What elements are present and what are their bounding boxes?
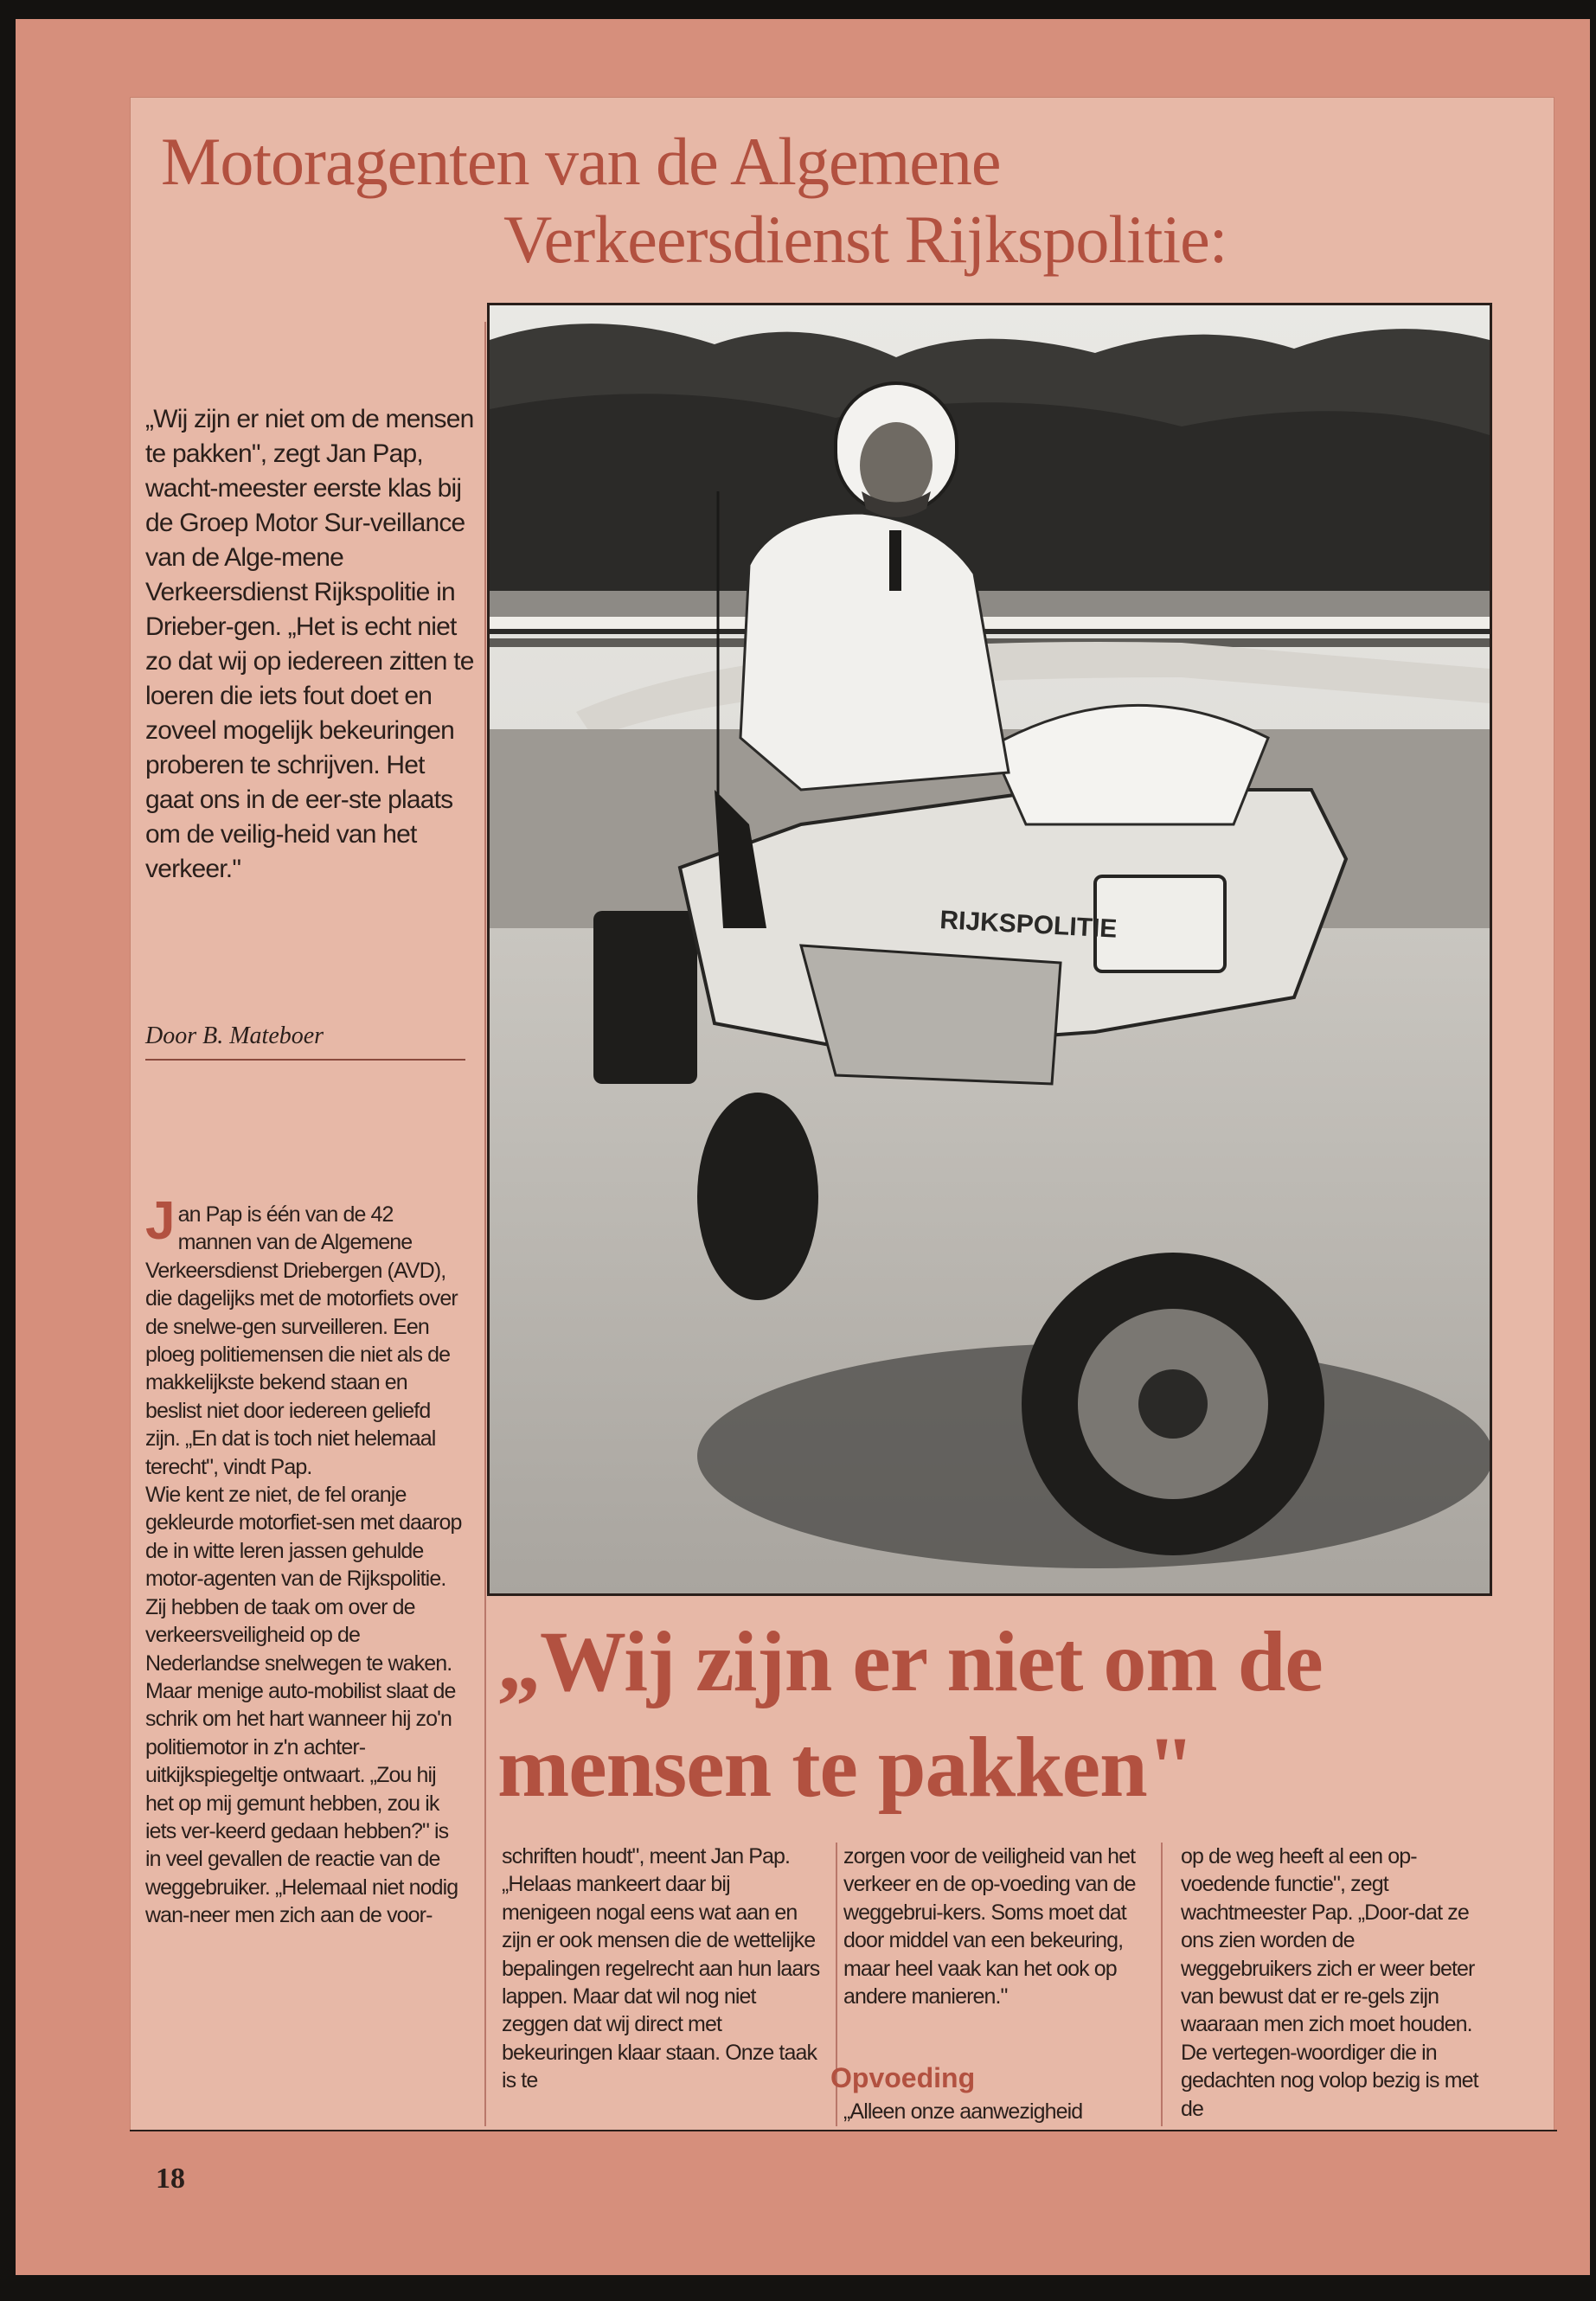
headline-line-1: Motoragenten van de Algemene [161, 124, 1001, 199]
column-3-paragraph-2: „Alleen onze aanwezigheid [843, 2099, 1083, 2124]
column-divider [484, 322, 486, 2126]
column-3-paragraph-1: zorgen voor de veiligheid van het verkeer en de op-voeding van de weggebrui-kers. Soms moet dat door middel van een bekeuring, maar heel vaak kan het ook op andere manieren." [843, 1844, 1136, 2009]
column-3 [843, 1843, 1151, 2010]
subheading-opvoeding: Opvoeding [830, 2062, 976, 2093]
pull-quote: „Wij zijn er niet om de mensen te pakken" [497, 1613, 1323, 1815]
column-1-paragraph-1: an Pap is één van de 42 mannen van de Algemene Verkeersdienst Driebergen (AVD), die dagelijks met de motorfiets over de snelwe-gen surveilleren. Een ploeg politiemensen die niet als de makkelijkste bekend staan en beslist niet door iedereen geliefd zijn. „En dat is toch niet helemaal terecht", vindt Pap. [145, 1202, 458, 1479]
column-divider-3 [1161, 1843, 1163, 2126]
motorcycle-officer-photo [487, 303, 1492, 1596]
headline-line-2: Verkeersdienst Rijkspolitie: [503, 202, 1227, 277]
drop-cap: J [145, 1191, 175, 1251]
column-1-paragraph-2: Wie kent ze niet, de fel oranje gekleurde motorfiet-sen met daarop de in witte leren jassen gehulde motor-agenten van de Rijkspolitie. Zij hebben de taak om over de verkeersveiligheid op de Nederlandse snelwegen te waken. Maar menige auto-mobilist slaat de schrik om het hart wanneer hij zo'n politiemotor in z'n achter-uitkijkspiegeltje ontwaart. „Zou hij het op mij gemunt hebben, zou ik iets ver-keerd gedaan hebben?" is in veel gevallen de reactie van de weggebruiker. „Helemaal niet nodig wan-neer men zich aan de voor- [145, 1483, 462, 1928]
page-number: 18 [156, 2163, 185, 2195]
bottom-rule [130, 2130, 1557, 2131]
column-4: op de weg heeft al een op-voedende functie", zegt wachtmeester Pap. „Door-dat ze ons zien worden de weggebruikers zich er weer beter van bewust dat er re-gels zijn waaraan men zich moet houden. De vertegen-woordiger die in gedachten nog volop bezig is met de [1181, 1844, 1478, 2121]
photo-sign-text: RIJKSPOLITIE [939, 906, 1118, 944]
column-2: schriften houdt", meent Jan Pap. „Helaas mankeert daar bij menigeen nogal eens wat aan en zijn er ook mensen die de wettelijke bepalingen regelrecht aan hun laars lappen. Maar dat wil nog niet zeggen dat wij direct met bekeuringen klaar staan. Onze taak is te [502, 1844, 820, 2093]
lead-paragraph: „Wij zijn er niet om de mensen te pakken", zegt Jan Pap, wacht-meester eerste klas bij de Groep Motor Sur-veillance van de Alge-mene Verkeersdienst Rijkspolitie in Drieber-gen. „Het is echt niet zo dat wij op iedereen zitten te loeren die iets fout doet en zoveel mogelijk bekeuringen proberen te schrijven. Het gaat ons in de eer-ste plaats om de veilig-heid van het verkeer." [145, 405, 474, 883]
column-1 [145, 1191, 467, 1930]
byline: Door B. Mateboer [145, 1022, 465, 1061]
